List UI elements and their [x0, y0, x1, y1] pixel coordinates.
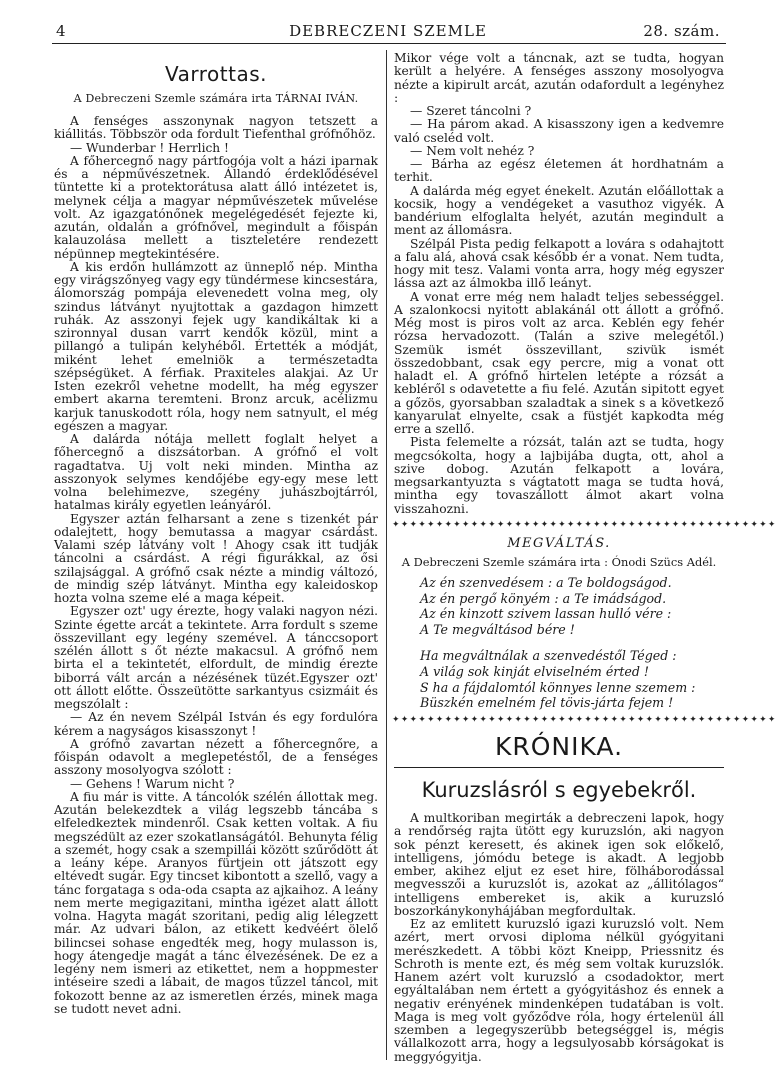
paragraph: — Az én nevem Szélpál István és egy fordulóra kérem a nagyságos kisasszonyt !: [54, 710, 378, 738]
paragraph: Egyszer ozt' ugy érezte, hogy valaki nagyon nézi. Szinte égette arcát a tekintete. Arra fordult s szeme összevillant egy legény szemével. A tánccsoport szélén állott s őt nézte makacsul. A grófnő nem birta el a tekintetét, elfordult, de mindig érezte biborrá vált arcán a nézésének tüzét.Egyszer ozt' ott állott előtte. Összeütötte sarkantyus csizmáit és megszólalt :: [54, 604, 378, 711]
paragraph: Szélpál Pista pedig felkapott a lovára s odahajtott a falu alá, ahová csak később ér a vonat. Nem tudta, hogy mit tesz. Valami vonta arra, hogy még egyszer lássa azt az álmokba illő leányt.: [394, 236, 724, 291]
poem-line: Az én kinzott szivem lassan hulló vére :: [420, 606, 672, 622]
poem-line: Az én pergő könyém : a Te imádságod.: [420, 590, 667, 606]
paragraph: A grófnő zavartan nézett a főhercegnőre, a főispán odavolt a meglepetéstől, de a fenséges asszony mosolyogva szólott :: [54, 736, 378, 778]
column-divider: [386, 50, 387, 1060]
paragraph: A vonat erre még nem haladt teljes sebességgel. A szalonkocsi nyitott ablakánál ott állott a grófnő. Még most is piros volt az arca. Keblén egy fehér rózsa hervadozott. (Talán a szive melegétől.) Szemük ismét összevillant, szivük ismét összedobbant, csak egy percre, mig a vonat ott haladt el. A grófnő hirtelen letépte a rózsát a kebléről s odavetette a fiu felé. Azután sipitott egyet a gőzös, gyorsabban szaladtak a sinek s a következő kanyarulat elnyelte, csak a füstjét kapkodta még erre a szellő.: [394, 289, 724, 436]
story-body: [54, 115, 378, 1016]
poem-title: MEGVÁLTÁS.: [507, 535, 611, 551]
paragraph: A multkoriban megirták a debreczeni lapok, hogy a rendőrség rajta ütött egy kuruzslón, aki nagyon sok pénzt keresett, és akinek igen sok előkelő, intelligens, jómódu betege is akadt. A legjobb ember, akihez eljut ez eset hire, fölháborodással megvesszői a kuruzslót is, azokat az „állitólagos“ intelligens embereket is, akik a kuruzsló boszorkánykonyhájában megfordultak.: [394, 811, 724, 918]
paragraph: — Szeret táncolni ?: [410, 104, 532, 118]
page-number: 4: [56, 22, 67, 40]
paragraph: — Wunderbar ! Herrlich !: [70, 140, 229, 155]
ornament-divider: ✦✦✦✦✦✦✦✦✦✦✦✦✦✦✦✦✦✦✦✦✦✦✦✦✦✦✦✦✦✦✦✦✦✦✦✦✦✦✦✦✦✦✦✦: [392, 519, 777, 530]
paragraph: — Gehens ! Warum nicht ?: [70, 776, 235, 791]
issue-number: 28. szám.: [643, 22, 720, 40]
story-title: Varrottas.: [165, 62, 267, 86]
poem-line: Az én szenvedésem : a Te boldogságod.: [420, 574, 672, 590]
paragraph: A kis erdőn hullámzott az ünneplő nép. Mintha egy virágszőnyeg vagy egy tündérmese kincsestára, álomország pompája elevenedett volna meg, oly szindus látványt nyujtottak a gazdagon himzett ruhák. Az asszonyi fejek ugy kandikáltak ki a szironnyal dusan varrt kendők közül, mint a pillangó a tulipán kelyhéből. Értették a módját, miként lehet emelniök a természetadta szépségüket. A férfiak. Praxiteles alakjai. Az Ur Isten ezekről vehetne modellt, ha még egyszer embert akarna teremteni. Bronz arcuk, acélizmu karjuk tanuskodott róla, hogy nem satnyult, el még egészen a magyar.: [54, 259, 378, 433]
story-continuation: [394, 52, 724, 516]
paragraph: A főhercegnő nagy pártfogója volt a házi iparnak és a népművészetnek. Állandó érdeklődésével tüntette ki a protektorátusa alatt álló intézetet is, melynek célja a magyar népművészetek művelése volt. Az igazgatónőnek megelégedését fejezte ki, azután, oldalán a grófnővel, megindult a főispán kalauzolása mellett a tiszteletére rendezett népünnep megtekintésére.: [54, 153, 378, 261]
article-body: [394, 812, 724, 1064]
poem-body: [420, 575, 724, 711]
article-title: Kuruzslásról s egyebekről.: [421, 778, 697, 803]
right-column: [392, 51, 777, 1064]
poem-line: A Te megváltásod bére !: [420, 622, 575, 638]
poem-line: Ha megváltnálak a szenvedéstől Téged :: [420, 647, 677, 663]
section-rule: [394, 767, 724, 768]
poem-line: Büszkén emelném fel tövis-járta fejem !: [420, 695, 674, 711]
paragraph: A dalárda még egyet énekelt. Azután előállottak a kocsik, hogy a vendégeket a vasuthoz vigyék. A bandérium elfoglalta helyét, azután megindult a ment az állomásra.: [394, 183, 724, 238]
journal-title: DEBRECZENI SZEMLE: [289, 22, 487, 40]
paragraph: Egyszer aztán felharsant a zene s tizenkét pár odalejtett, hogy bemutassa a magyar csárdást. Valami szép látvány volt ! Ahogy csak itt tudják táncolni a csárdást. A régi figurákkal, az ősi szilajsággal. A grófnő csak nézte a mindig változó, de mindig szép látványt. Mintha egy kaleidoskop hozta volna szeme elé a maga képeit.: [54, 511, 378, 605]
story-byline: A Debreczeni Szemle számára irta TÁRNAI IVÁN.: [73, 92, 359, 105]
paragraph: Mikor vége volt a táncnak, azt se tudta, hogyan került a helyére. A fenséges asszony mosolyogva nézte a kipirult arcát, azután odafordult a legényhez :: [394, 51, 724, 105]
paragraph: A fenséges asszonynak nagyon tetszett a kiállitás. Többször oda fordult Tiefenthal grófnőhöz.: [54, 114, 378, 142]
paragraph: Ez az emlitett kuruzsló igazi kuruzsló volt. Nem azért, mert orvosi diploma nélkül gyógyitani merészkedett. A többi közt Kneipp, Priessnitz és Schroth is mente ezt, és még sem voltak kuruzslók. Hanem azért volt kuruzsló a csodadoktor, mert egyáltalában nem értett a gyógyitáshoz és ennek a negativ erényének mindenképen tudatában is volt. Maga is meg volt győződve róla, hogy értelenül áll szemben a legegyszerübb betegséggel is, mégis vállalkozott arra, hogy a legsulyosabb kórságokat is meggyógyitja.: [394, 917, 724, 1064]
paragraph: A fiu már is vitte. A táncolók szélén állottak meg. Azután belekezdtek a világ legszebb táncába s elfeledkeztek mindenről. Csak ketten voltak. A fiu megszédült az ezer szokatlanságától. Behunyta félig a szemét, hogy csak a szempillái között szűrődött át a leány képe. Aranyos fürtjein ott játszott egy eltévedt sugár. Egy tincset kibontott a szellő, vagy a tánc forgataga s oda-oda csapta az ajkaihoz. A leány nem merte megigazitani, mintha igézet alatt állott volna. Hagyta magát szoritani, pedig alig lélegzett már. Az udvari bálon, az etikett kedvéért ölelő bilincsei sohase engedték meg, hogy mulasson is, hogy átengedje magát a tánc élvezésének. De ez a legény nem ismeri az etikettet, nem a hoppmester intéseire szedi a lábait, de magos tűzzel táncol, mit fokozott benne az az ismeretlen érzés, minek maga se tudott nevet adni.: [54, 789, 378, 1016]
left-column: [54, 52, 378, 1016]
poem-line: A világ sok kinját elviselném érted !: [420, 663, 649, 679]
paragraph: — Ha párom akad. A kisasszony igen a kedvemre való cseléd volt.: [394, 117, 724, 145]
paragraph: — Bárha az egész életemen át hordhatnám a terhit.: [394, 157, 724, 185]
header-rule: [52, 43, 726, 44]
running-header: [56, 22, 720, 44]
paragraph: A dalárda nótája mellett foglalt helyet a főhercegnő a diszsátorban. A grófnő el volt ragadtatva. Uj volt neki minden. Mintha az asszonyok selymes kendőjébe egy-egy mese lett volna belehimezve, szegény juhászbojtárról, hatalmas király egyetlen leányáról.: [54, 432, 378, 513]
poem-byline: A Debreczeni Szemle számára irta : Ónodi Szücs Adél.: [401, 554, 717, 569]
paragraph: — Nem volt nehéz ?: [410, 143, 535, 158]
poem-line: S ha a fájdalomtól könnyes lenne szemem :: [420, 679, 696, 695]
section-title: KRÓNIKA.: [494, 732, 624, 762]
ornament-divider: ✦✦✦✦✦✦✦✦✦✦✦✦✦✦✦✦✦✦✦✦✦✦✦✦✦✦✦✦✦✦✦✦✦✦✦✦✦✦✦✦✦✦✦✦: [392, 715, 777, 726]
paragraph: Pista felemelte a rózsát, talán azt se tudta, hogy megcsókolta, hogy a lajbijába dugta, ott, ahol a szive dobog. Azután felkapott a lovára, megsarkantyuzta s vágtatott maga se tudta hová, mintha egy tovaszállott álmot akart volna visszahozni.: [394, 435, 724, 516]
